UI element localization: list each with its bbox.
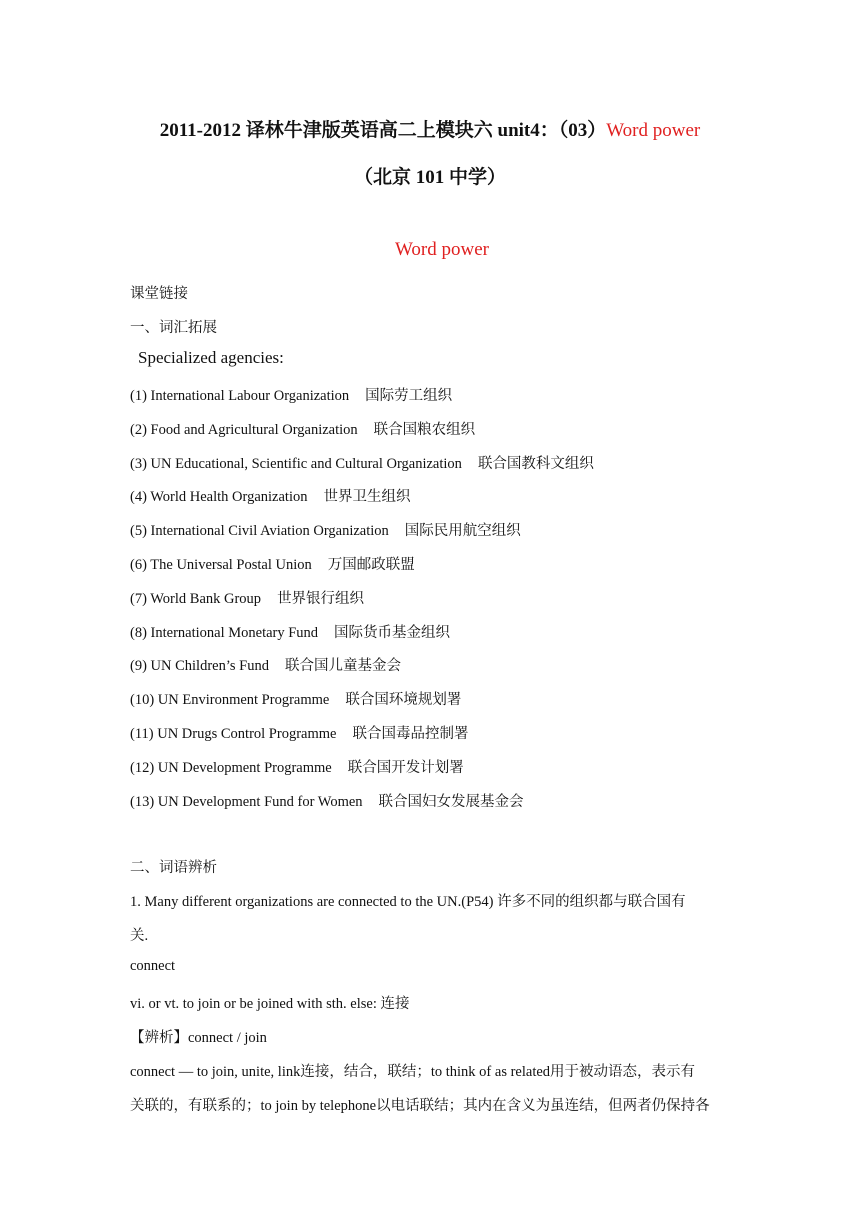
vocab-item-chinese: 联合国教科文组织 xyxy=(477,456,594,472)
vocab-item xyxy=(130,485,410,506)
title-main-text: 2011-2012 译林牛津版英语高二上模块六 unit4：（03） xyxy=(159,120,607,141)
classroom-link-label: 课堂链接 xyxy=(130,286,188,302)
analysis-line2: 关联的，有联系的；to join by telephone以电话联结；其内在含义为虽连结，但两者仍保持各 xyxy=(130,1098,710,1114)
vocab-item-chinese: 联合国儿童基金会 xyxy=(284,658,401,674)
word-connect: connect xyxy=(130,958,176,974)
example-sentence-line2: 关. xyxy=(130,928,149,944)
part1-heading: 一、词汇拓展 xyxy=(130,320,217,336)
title-red-text: Word power xyxy=(606,120,701,141)
word-definition: vi. or vt. to join or be joined with sth. else: 连接 xyxy=(130,996,410,1012)
vocab-item-english: (10) UN Environment Programme xyxy=(130,692,330,708)
vocab-item xyxy=(130,452,594,473)
vocab-item xyxy=(130,587,364,608)
analysis-line1: connect — to join, unite, link连接，结合，联结；to think of as related用于被动语态，表示有 xyxy=(130,1064,696,1080)
vocab-item-chinese: 国际民用航空组织 xyxy=(404,523,521,539)
vocab-item xyxy=(130,756,464,777)
vocab-item-english: (13) UN Development Fund for Women xyxy=(130,794,363,810)
part2-heading: 二、词语辨析 xyxy=(130,860,217,876)
vocab-item-chinese: 国际劳工组织 xyxy=(365,388,453,404)
vocab-item-english: (2) Food and Agricultural Organization xyxy=(130,422,358,438)
vocab-item xyxy=(130,722,468,743)
example-sentence-line1: 1. Many different organizations are connected to the UN.(P54) 许多不同的组织都与联合国有 xyxy=(130,894,686,910)
analysis-label: 【辨析】connect / join xyxy=(130,1030,267,1046)
vocab-item xyxy=(130,621,450,642)
vocab-item-english: (4) World Health Organization xyxy=(130,489,308,505)
section-heading: Word power xyxy=(395,239,489,260)
vocab-item xyxy=(130,688,461,709)
part1-subheading: Specialized agencies: xyxy=(138,348,284,367)
vocab-item-chinese: 联合国粮农组织 xyxy=(373,422,476,438)
vocab-item xyxy=(130,654,401,675)
document-subtitle: （北京 101 中学） xyxy=(353,167,506,188)
vocab-item-english: (7) World Bank Group xyxy=(130,591,262,607)
vocab-item xyxy=(130,553,415,574)
vocab-item-chinese: 国际货币基金组织 xyxy=(334,625,451,641)
vocab-item xyxy=(130,418,475,439)
document-title xyxy=(0,115,860,142)
vocab-item-english: (11) UN Drugs Control Programme xyxy=(130,726,337,742)
vocab-item-english: (3) UN Educational, Scientific and Cultural Organization xyxy=(130,456,462,472)
vocab-item-chinese: 联合国妇女发展基金会 xyxy=(378,794,524,810)
vocab-item-english: (5) International Civil Aviation Organization xyxy=(130,523,389,539)
vocab-item-english: (9) UN Children’s Fund xyxy=(130,658,269,674)
vocab-item xyxy=(130,790,524,811)
vocab-item xyxy=(130,384,452,405)
vocab-item-chinese: 世界卫生组织 xyxy=(323,489,411,505)
vocab-item xyxy=(130,519,521,540)
vocab-item-english: (12) UN Development Programme xyxy=(130,760,332,776)
vocab-item-english: (8) International Monetary Fund xyxy=(130,625,319,641)
vocab-item-chinese: 联合国开发计划署 xyxy=(347,760,464,776)
vocab-item-chinese: 万国邮政联盟 xyxy=(327,557,415,573)
vocab-item-english: (6) The Universal Postal Union xyxy=(130,557,312,573)
vocab-item-english: (1) International Labour Organization xyxy=(130,388,350,404)
vocab-item-chinese: 联合国毒品控制署 xyxy=(352,726,469,742)
vocab-item-chinese: 联合国环境规划署 xyxy=(345,692,462,708)
vocab-item-chinese: 世界银行组织 xyxy=(277,591,365,607)
